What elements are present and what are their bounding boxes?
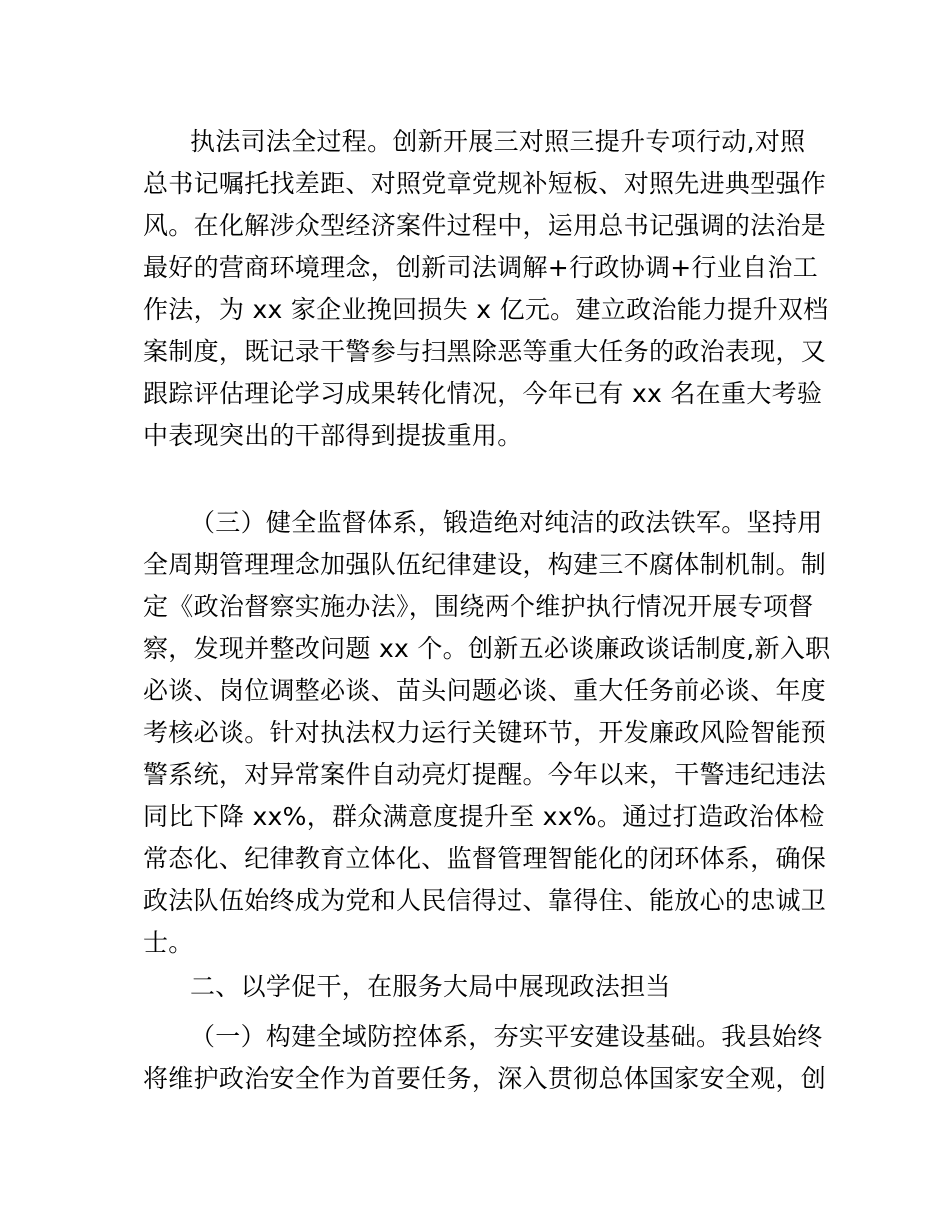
text-line: 察，发现并整改问题 xx 个。创新五必谈廉政谈话制度,新入职	[143, 634, 831, 663]
text-line: 将维护政治安全作为首要任务，深入贯彻总体国家安全观，创	[143, 1064, 827, 1093]
text-line: 定《政治督察实施办法》，围绕两个维护执行情况开展专项督	[143, 592, 814, 621]
section-heading-line: （三）健全监督体系，锻造绝对纯洁的政法铁军。坚持用	[190, 508, 823, 537]
text-line: 必谈、岗位调整必谈、苗头问题必谈、重大任务前必谈、年度	[143, 676, 827, 705]
text-line: 全周期管理理念加强队伍纪律建设，构建三不腐体制机制。制	[143, 550, 827, 579]
text-line: 执法司法全过程。创新开展三对照三提升专项行动,对照	[190, 127, 806, 156]
text-line: 最好的营商环境理念，创新司法调解+行政协调+行业自治工	[143, 253, 818, 282]
text-line: 总书记嘱托找差距、对照党章党规补短板、对照先进典型强作	[143, 169, 827, 198]
section-heading-line: （一）构建全域防控体系，夯实平安建设基础。我县始终	[190, 1022, 823, 1051]
text-line: 跟踪评估理论学习成果转化情况，今年已有 xx 名在重大考验	[143, 379, 823, 408]
text-line: 作法，为 xx 家企业挽回损失 x 亿元。建立政治能力提升双档	[143, 295, 829, 324]
chapter-heading-line: 二、以学促干，在服务大局中展现政法担当	[190, 972, 671, 1001]
text-line: 士。	[143, 928, 194, 957]
text-line: 案制度，既记录干警参与扫黑除恶等重大任务的政治表现，又	[143, 337, 827, 366]
text-line: 政法队伍始终成为党和人民信得过、靠得住、能放心的忠诚卫	[143, 886, 827, 915]
text-line: 常态化、纪律教育立体化、监督管理智能化的闭环体系，确保	[143, 844, 827, 873]
text-line: 风。在化解涉众型经济案件过程中，运用总书记强调的法治是	[143, 211, 827, 240]
text-line: 中表现突出的干部得到提拔重用。	[143, 421, 523, 450]
text-line: 同比下降 xx%，群众满意度提升至 xx%。通过打造政治体检	[143, 802, 825, 831]
text-line: 考核必谈。针对执法权力运行关键环节，开发廉政风险智能预	[143, 718, 827, 747]
text-line: 警系统，对异常案件自动亮灯提醒。今年以来，干警违纪违法	[143, 760, 827, 789]
